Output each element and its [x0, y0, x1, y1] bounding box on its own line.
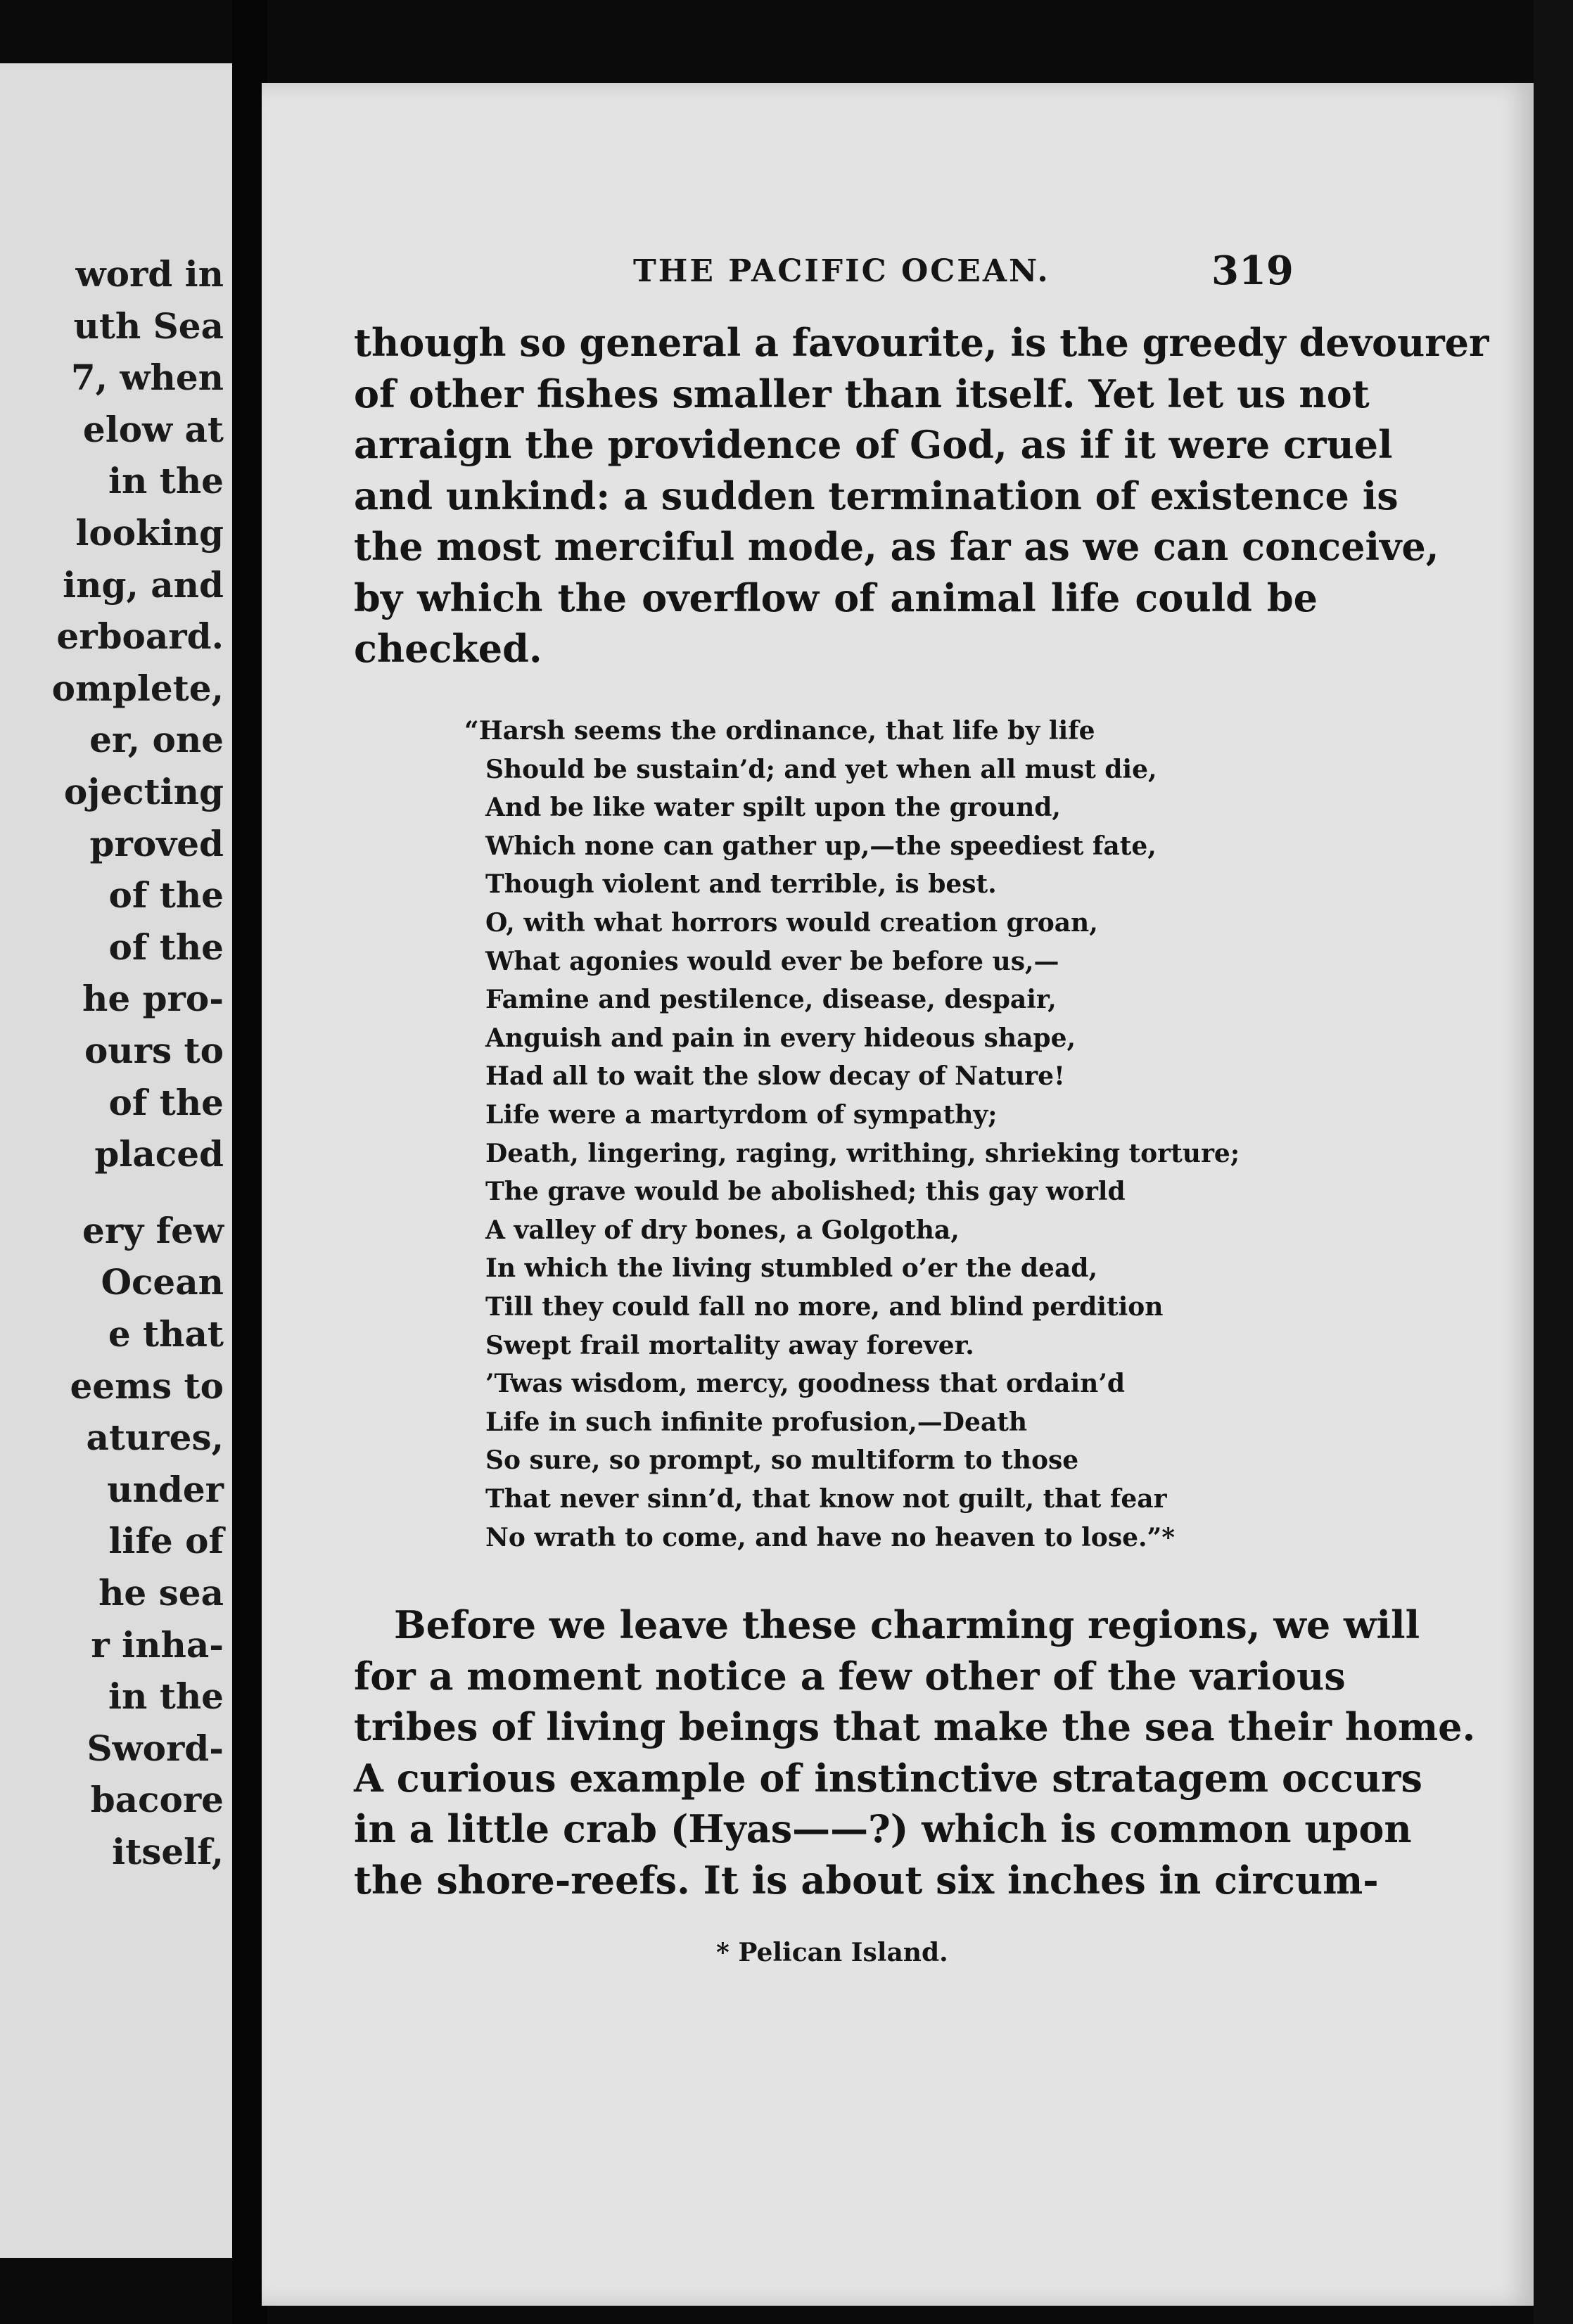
paragraph-line: tribes of living beings that make the sea their home.: [354, 1704, 1476, 1749]
paragraph-line: by which the overflow of animal life could be: [354, 575, 1318, 620]
left-page-line: Sword-: [87, 1727, 224, 1769]
left-page-line: proved: [89, 822, 224, 864]
running-header: THE PACIFIC OCEAN.: [633, 253, 1050, 289]
left-page-line: in the: [108, 1675, 224, 1718]
paragraph-line: Before we leave these charming regions, we will: [394, 1602, 1420, 1647]
poem-line: Famine and pestilence, disease, despair,: [485, 985, 1057, 1015]
paragraph-line: of other fishes smaller than itself. Yet let us not: [354, 371, 1370, 416]
paragraph-line: the shore-reefs. It is about six inches in circum-: [354, 1857, 1379, 1903]
left-page-line: 7, when: [70, 357, 224, 399]
poem-line: Which none can gather up,—the speediest fate,: [485, 831, 1157, 861]
poem-line: Had all to wait the slow decay of Nature!: [485, 1061, 1065, 1092]
poem-line: “Harsh seems the ordinance, that life by life: [464, 716, 1095, 746]
left-page-line: placed: [94, 1133, 224, 1175]
poem-line: Death, lingering, raging, writhing, shrieking torture;: [485, 1138, 1240, 1168]
paragraph-line: arraign the providence of God, as if it were cruel: [354, 422, 1393, 467]
left-page-line: of the: [108, 874, 224, 917]
poem-line: In which the living stumbled o’er the dead,: [485, 1253, 1097, 1284]
poem-line: That never sinn’d, that know not guilt, that fear: [485, 1484, 1167, 1514]
left-page-line: ery few: [82, 1209, 224, 1251]
left-page-line: of the: [108, 926, 224, 968]
left-page-line: bacore: [90, 1779, 224, 1821]
paragraph-line: checked.: [354, 626, 542, 671]
poem-line: No wrath to come, and have no heaven to lose.”*: [485, 1522, 1176, 1552]
poem-line: A valley of dry bones, a Golgotha,: [485, 1215, 960, 1245]
paragraph-line: for a moment notice a few other of the various: [354, 1653, 1346, 1699]
left-page-line: word in: [75, 253, 224, 295]
poem-line: So sure, so prompt, so multiform to those: [485, 1445, 1079, 1476]
poem-line: ’Twas wisdom, mercy, goodness that ordain’d: [485, 1369, 1126, 1399]
poem-line: Life in such infinite profusion,—Death: [485, 1407, 1028, 1437]
footnote: * Pelican Island.: [716, 1938, 948, 1967]
left-page-line: life of: [108, 1520, 224, 1562]
left-page-line: ours to: [84, 1030, 224, 1071]
left-page-fragment: [0, 63, 232, 2258]
poem-line: Swept frail mortality away forever.: [485, 1330, 974, 1360]
poem-line: The grave would be abolished; this gay world: [485, 1177, 1126, 1207]
left-page-line: in the: [108, 460, 224, 502]
poem-line: Anguish and pain in every hideous shape,: [485, 1023, 1076, 1053]
left-page-line: he pro-: [82, 978, 224, 1020]
left-page-line: he sea: [98, 1572, 224, 1614]
left-page-line: of the: [108, 1081, 224, 1123]
poem-line: Though violent and terrible, is best.: [485, 869, 997, 900]
left-page-line: uth Sea: [73, 305, 224, 347]
left-page-line: e that: [108, 1313, 224, 1355]
left-page-line: atures,: [86, 1417, 224, 1459]
left-page-line: eems to: [70, 1365, 224, 1407]
poem-line: What agonies would ever be before us,—: [485, 946, 1059, 976]
left-page-line: erboard.: [56, 615, 224, 658]
paragraph-line: A curious example of instinctive stratagem occurs: [354, 1755, 1422, 1801]
poem-line: Life were a martyrdom of sympathy;: [485, 1100, 998, 1130]
left-page-line: elow at: [82, 408, 224, 450]
paragraph-line: and unkind: a sudden termination of existence is: [354, 473, 1399, 518]
poem-line: Should be sustain’d; and yet when all must die,: [485, 754, 1157, 784]
left-page-line: er, one: [89, 719, 224, 761]
left-page-line: itself,: [112, 1831, 224, 1872]
left-page-line: looking: [75, 512, 224, 554]
left-page-line: omplete,: [51, 667, 224, 709]
poem-line: Till they could fall no more, and blind perdition: [485, 1292, 1164, 1322]
paragraph-line: the most merciful mode, as far as we can conceive,: [354, 524, 1439, 569]
left-page-line: under: [107, 1468, 224, 1510]
left-page-line: Ocean: [101, 1261, 224, 1303]
paragraph-line: in a little crab (Hyas——?) which is common upon: [354, 1806, 1412, 1851]
poem-line: O, with what horrors would creation groan,: [485, 908, 1098, 938]
paragraph-line: though so general a favourite, is the greedy devourer: [354, 320, 1489, 365]
page-edge: [1534, 0, 1573, 2324]
left-page-line: r inha-: [91, 1623, 224, 1666]
left-page-line: ing, and: [63, 563, 224, 606]
poem-line: And be like water spilt upon the ground,: [485, 793, 1061, 823]
page-number: 319: [1211, 248, 1294, 294]
left-page-line: ojecting: [63, 771, 224, 812]
